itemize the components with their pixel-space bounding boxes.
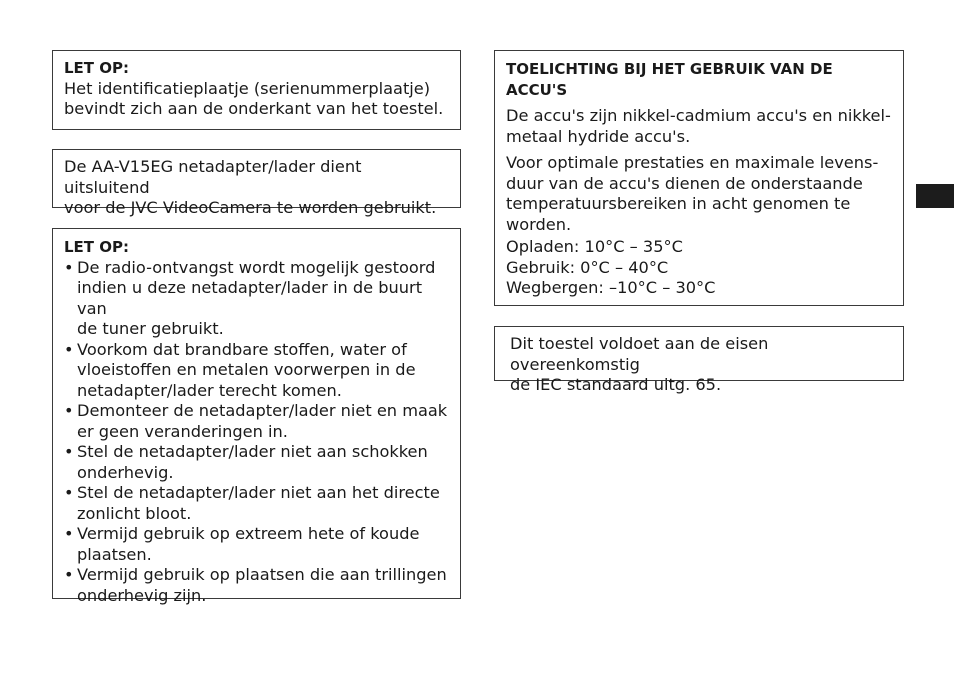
bullet-item: • Voorkom dat brandbare stoffen, water of vloeistoffen en metalen voorwerpen in de netadapter/lader terecht komen. [64, 340, 449, 402]
battery-type-paragraph: De accu's zijn nikkel-cadmium accu's en nikkel- metaal hydride accu's. [506, 106, 891, 146]
charging-range: Opladen: 10°C – 35°C [506, 237, 683, 256]
bullet-item: • Vermijd gebruik op extreem hete of koude plaatsen. [64, 524, 449, 565]
bullet-item: • Demonteer de netadapter/lader niet en maak er geen veranderingen in. [64, 401, 449, 442]
bullet-item: • De radio-ontvangst wordt mogelijk gestoord indien u deze netadapter/lader in de buurt van de tuner gebruikt. [64, 258, 449, 340]
iec-text-line: de IEC standaard uitg. 65. [510, 375, 722, 394]
note-heading: LET OP: [64, 59, 130, 77]
battery-heading-line: ACCU'S [506, 80, 568, 99]
battery-temperature-paragraph: Voor optimale prestaties en maximale levens- duur van de accu's dienen de onderstaande temperatuursbereiken in acht genomen te worden. [506, 153, 879, 234]
bullet-item: • Vermijd gebruik op plaatsen die aan trillingen onderhevig zijn. [64, 565, 449, 606]
section-tab-marker [916, 184, 954, 208]
note-text-line: bevindt zich aan de onderkant van het toestel. [64, 99, 444, 118]
temperature-ranges [506, 237, 892, 299]
adapter-usage-box [52, 149, 461, 217]
storage-range: Wegbergen: –10°C – 30°C [506, 278, 716, 297]
note-text-line: Het identificatieplaatje (serienummerplaatje) [64, 78, 431, 98]
usage-range: Gebruik: 0°C – 40°C [506, 257, 669, 277]
bullet-item: • Stel de netadapter/lader niet aan het directe zonlicht bloot. [64, 483, 449, 524]
safety-note-box [52, 228, 461, 605]
note-id-plate-box [52, 50, 461, 130]
safety-heading: LET OP: [64, 238, 130, 256]
iec-compliance-box [494, 326, 904, 394]
adapter-text-line: De AA-V15EG netadapter/lader dient uitsluitend [64, 157, 362, 197]
battery-info-box [494, 50, 904, 306]
iec-text-line: Dit toestel voldoet aan de eisen overeenkomstig [510, 334, 769, 374]
adapter-text-line: voor de JVC VideoCamera te worden gebruikt. [64, 198, 437, 217]
safety-bullet-list [64, 258, 449, 607]
bullet-item: • Stel de netadapter/lader niet aan schokken onderhevig. [64, 442, 449, 483]
battery-heading [506, 59, 892, 100]
battery-heading-line: TOELICHTING BIJ HET GEBRUIK VAN DE [506, 60, 833, 78]
